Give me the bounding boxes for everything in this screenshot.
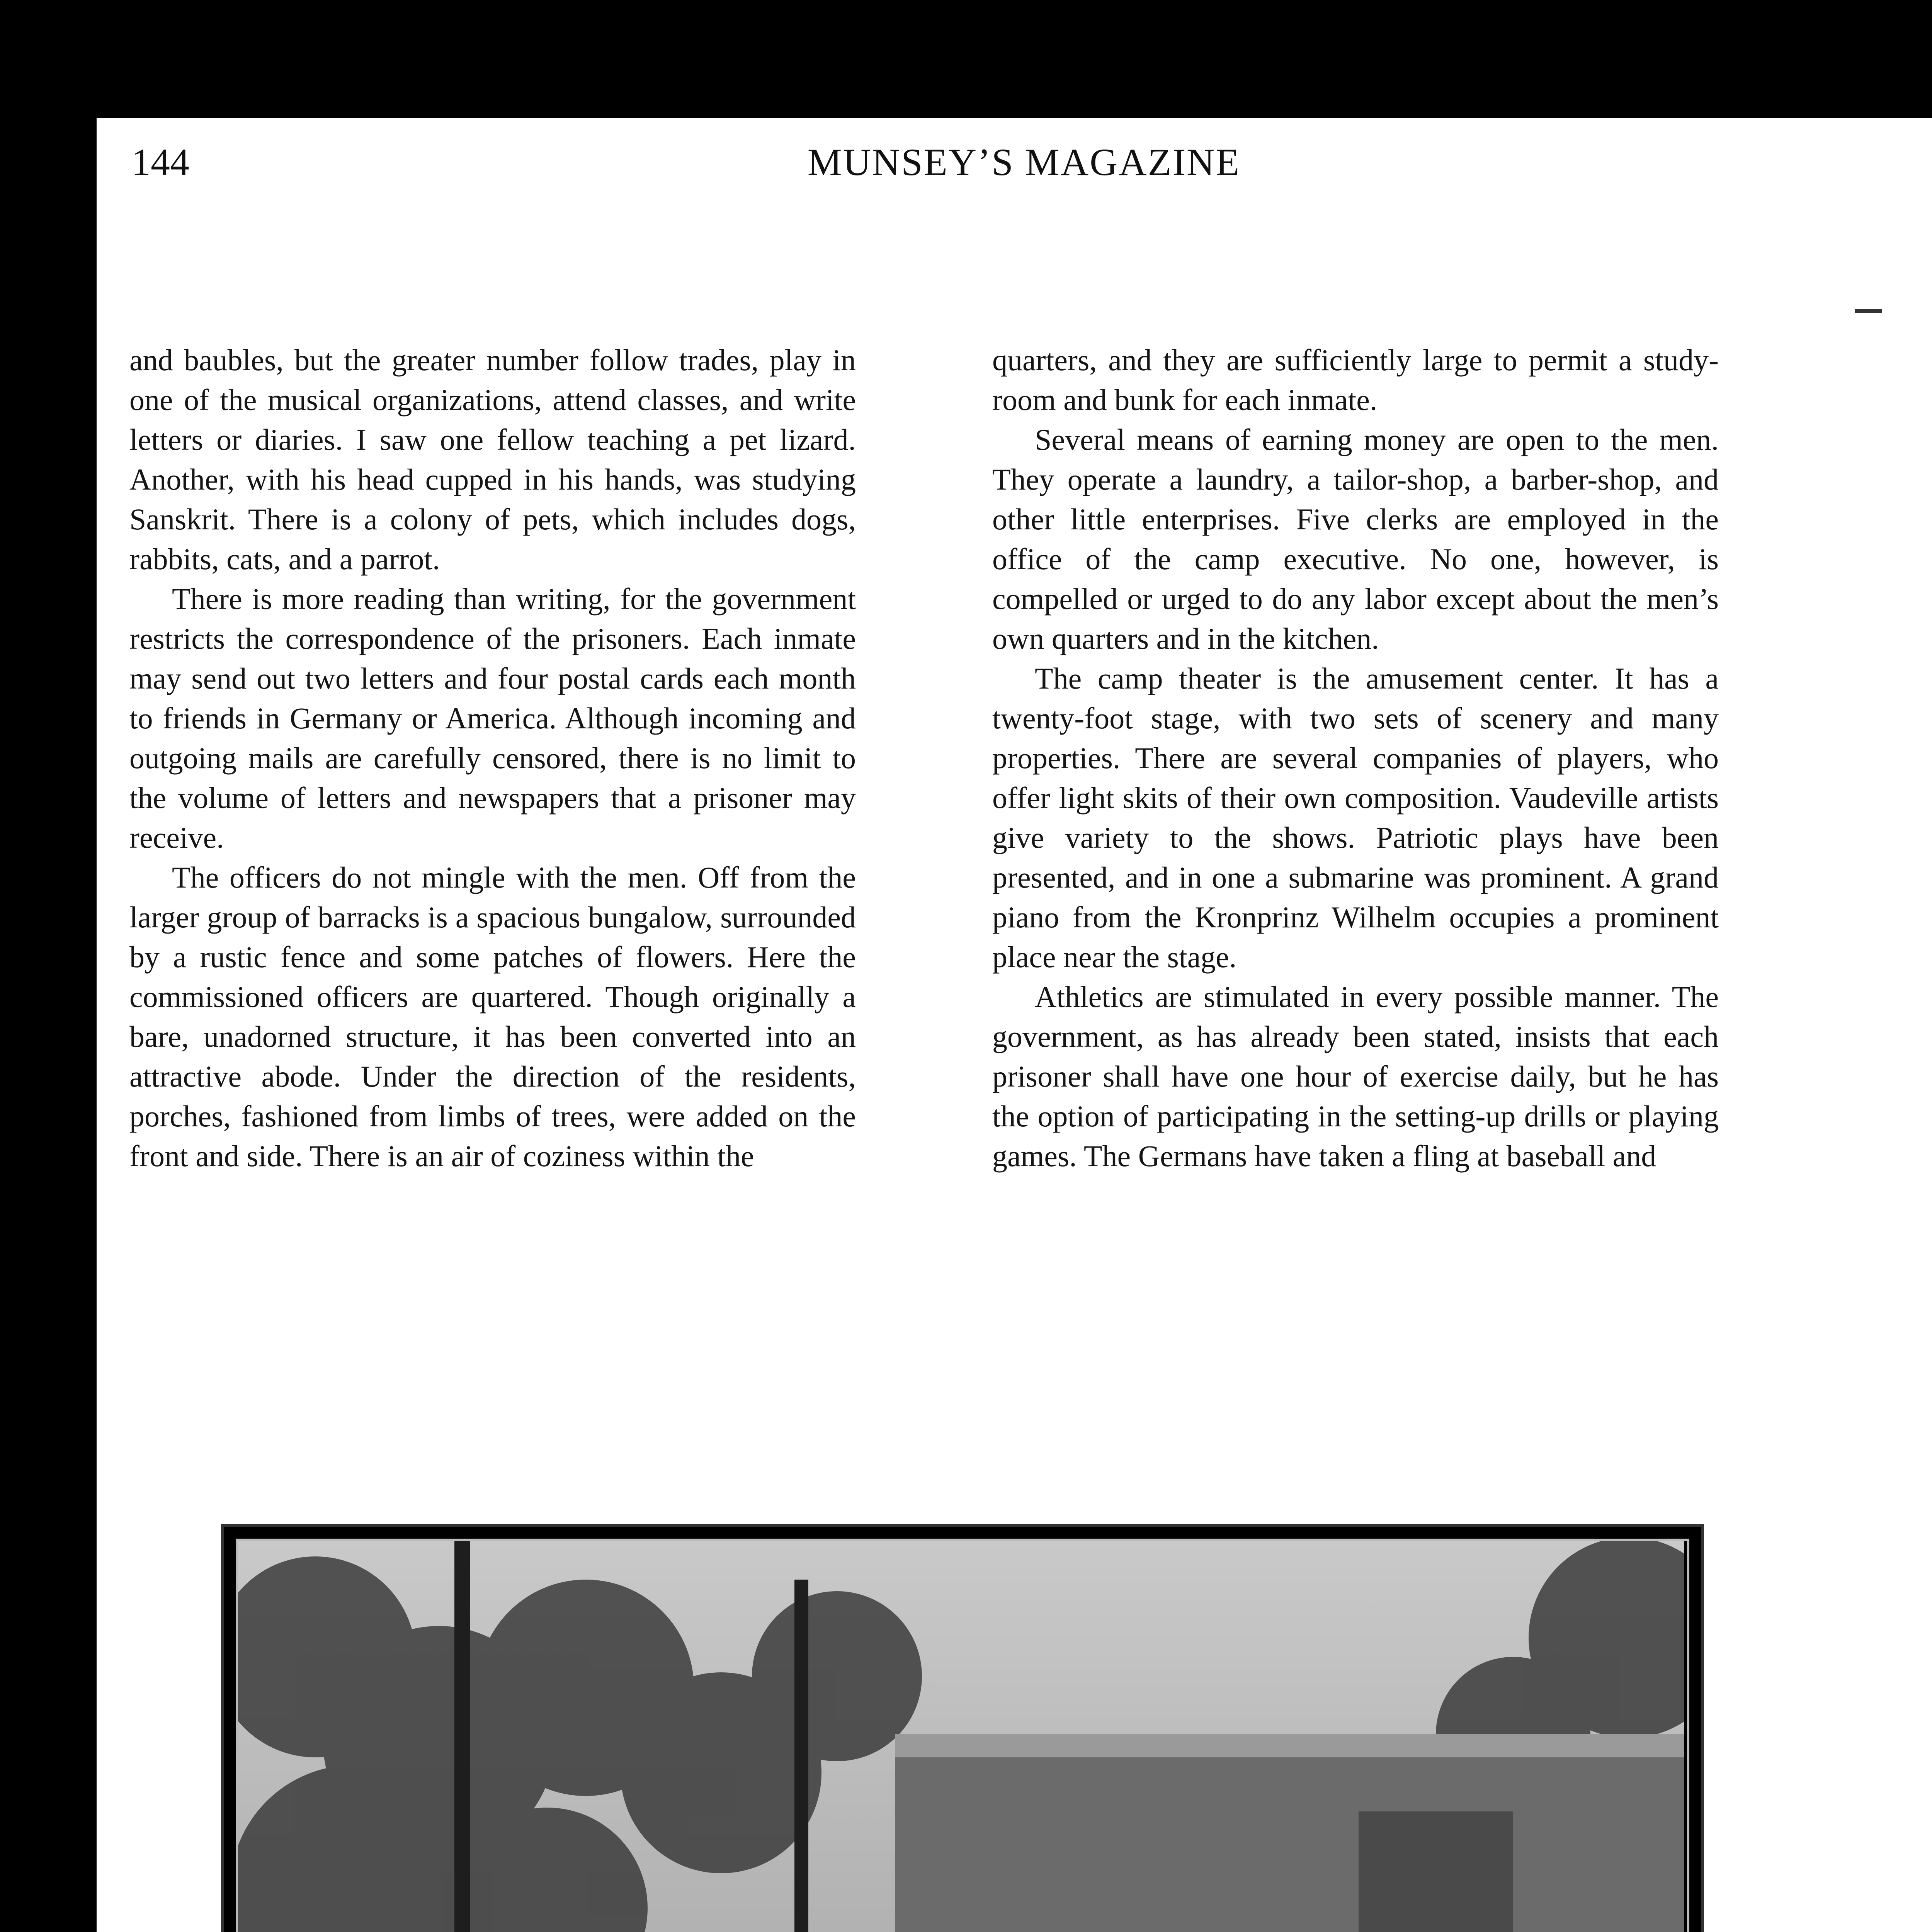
paragraph: quarters, and they are sufficiently large to permit a study-room and bunk for each inmate.: [992, 343, 1719, 417]
photograph-frame: [221, 1524, 1704, 1932]
paragraph: The officers do not mingle with the men. Off from the larger group of barracks is a spacious bungalow, surrounded by a rustic fence and some patches of flowers. Here the commissioned officers are quartered. Though originally a bare, unadorned structure, it has been converted into an attractive abode. Under the direction of the residents, porches, fashioned from limbs of trees, were added on the front and side. There is an air of coziness within the: [129, 861, 856, 1173]
paragraph: Athletics are stimulated in every possible manner. The government, as has already been stated, insists that each prisoner shall have one hour of exercise daily, but he has the option of participating in the setting-up drills or playing games. The Germans have taken a fling at baseball and: [992, 980, 1719, 1173]
left-column: [129, 340, 856, 1176]
right-column: [992, 340, 1719, 1176]
paragraph: There is more reading than writing, for the government restricts the correspondence of the prisoners. Each inmate may send out two letters and four postal cards each month to friends in Germany or America. Although incoming and outgoing mails are carefully censored, there is no limit to the volume of letters and newspapers that a prisoner may receive.: [129, 582, 856, 854]
photograph-illustration: [238, 1541, 1684, 1932]
page-number: 144: [131, 141, 189, 184]
paragraph: and baubles, but the greater number follow trades, play in one of the musical organizations, attend classes, and write letters or diaries. I saw one fellow teaching a pet lizard. Another, with his head cupped in his hands, was studying Sanskrit. There is a colony of pets, which includes dogs, rabbits, cats, and a parrot.: [129, 343, 856, 576]
paragraph: The camp theater is the amusement center. It has a twenty-foot stage, with two sets of scenery and many properties. There are several companies of players, who offer light skits of their own composition. Vaudeville artists give variety to the shows. Patriotic plays have been presented, and in one a submarine was prominent. A grand piano from the Kronprinz Wilhelm occupies a prominent place near the stage.: [992, 662, 1719, 974]
paragraph: Several means of earning money are open to the men. They operate a laundry, a tailor-shop, a barber-shop, and other little enterprises. Five clerks are employed in the office of the camp executive. No one, however, is compelled or urged to do any labor except about the men’s own quarters and in the kitchen.: [992, 423, 1719, 655]
magazine-title: MUNSEY’S MAGAZINE: [807, 141, 1241, 184]
barracks-building: [895, 1734, 1684, 1932]
photograph: [236, 1539, 1689, 1932]
scan-speck: [1855, 309, 1882, 313]
